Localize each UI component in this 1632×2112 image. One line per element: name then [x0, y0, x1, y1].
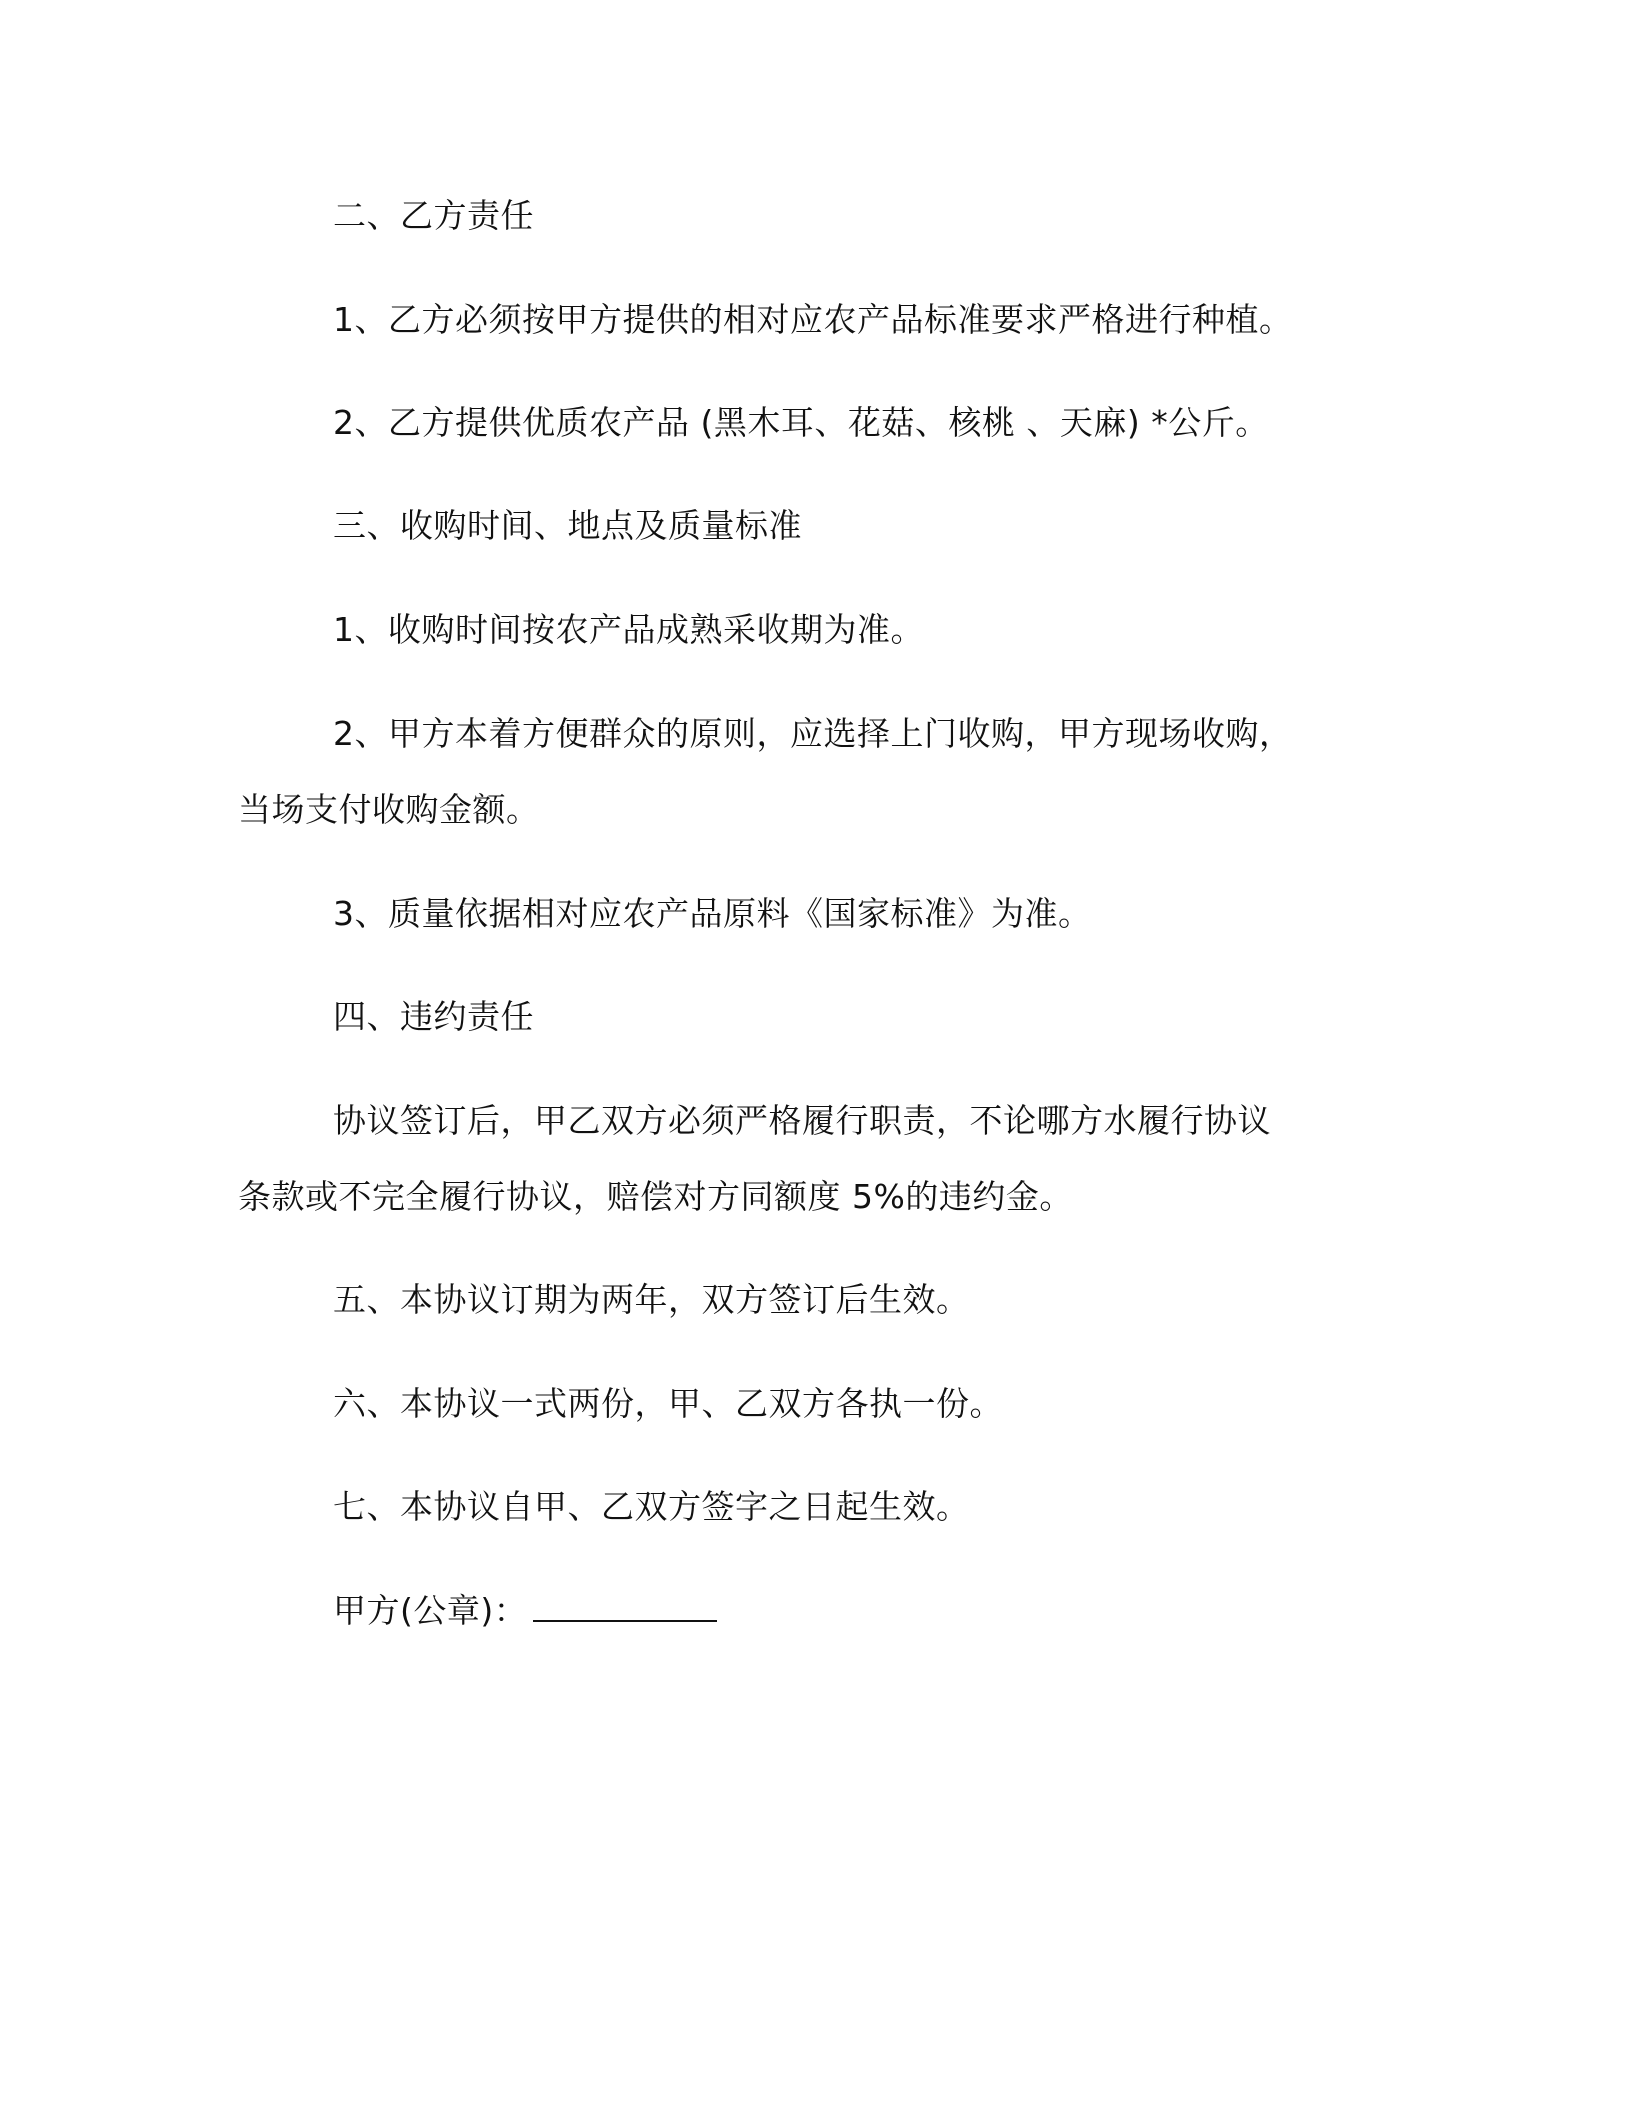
section-2-item-1: 1、乙方必须按甲方提供的相对应农产品标准要求严格进行种植。	[333, 300, 1293, 339]
section-3-item-2-line-2: 当场支付收购金额。	[238, 790, 540, 829]
section-3-item-1: 1、收购时间按农产品成熟采收期为准。	[333, 610, 924, 649]
signature-line	[333, 1591, 717, 1631]
section-2-heading: 二、乙方责任	[333, 196, 534, 235]
section-7: 七、本协议自甲、乙双方签字之日起生效。	[333, 1487, 970, 1526]
section-3-item-3: 3、质量依据相对应农产品原料《国家标准》为准。	[333, 894, 1092, 933]
section-4-heading: 四、违约责任	[333, 997, 534, 1036]
section-2-item-2: 2、乙方提供优质农产品 (黑木耳、花菇、核桃 、天麻) *公斤。	[333, 403, 1269, 442]
section-4-paragraph-line-1: 协议签订后，甲乙双方必须严格履行职责，不论哪方水履行协议	[333, 1101, 1271, 1140]
section-3-heading: 三、收购时间、地点及质量标准	[333, 506, 802, 545]
section-6: 六、本协议一式两份，甲、乙双方各执一份。	[333, 1384, 1003, 1423]
section-3-item-2-line-1: 2、甲方本着方便群众的原则，应选择上门收购，甲方现场收购，	[333, 714, 1293, 753]
section-4-paragraph-line-2: 条款或不完全履行协议，赔偿对方同额度 5%的违约金。	[238, 1177, 1073, 1216]
section-5: 五、本协议订期为两年，双方签订后生效。	[333, 1280, 970, 1319]
signature-blank	[533, 1592, 717, 1622]
signature-label: 甲方(公章)：	[333, 1591, 528, 1630]
